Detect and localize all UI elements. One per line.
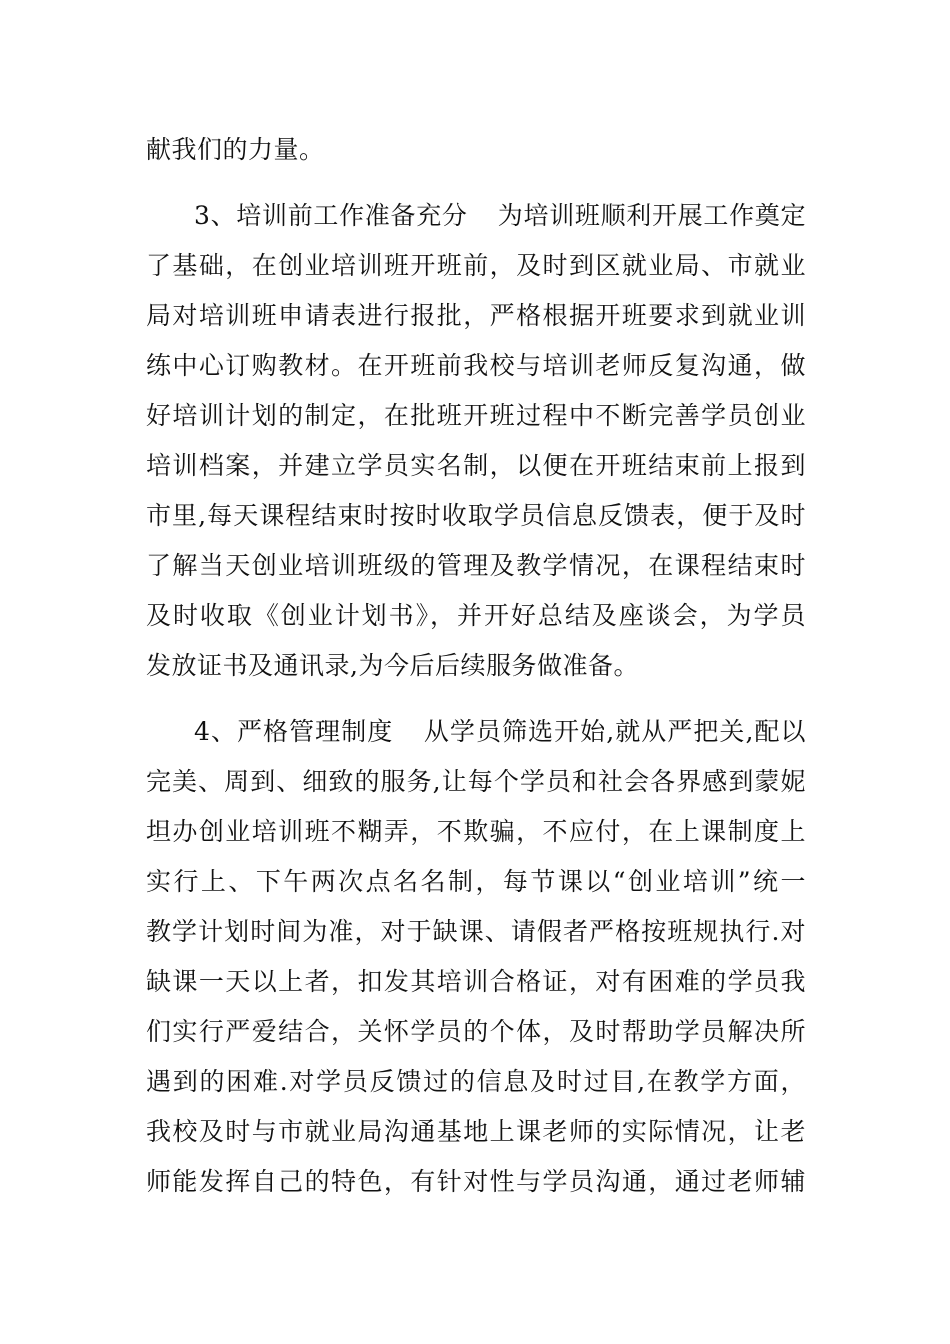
section-3-first-line bbox=[194, 196, 806, 236]
paragraph-line: 们实行严爱结合，关怀学员的个体，及时帮助学员解决所 bbox=[146, 1017, 806, 1046]
section-3-lead: 为培训班顺利开展工作奠定 bbox=[497, 201, 806, 230]
paragraph-line: 了基础，在创业培训班开班前，及时到区就业局、市就业 bbox=[146, 251, 806, 280]
paragraph-line: 市里,每天课程结束时按时收取学员信息反馈表，便于及时 bbox=[146, 501, 806, 530]
paragraph-line: 发放证书及通讯录,为今后后续服务做准备。 bbox=[146, 651, 639, 680]
paragraph-line: 局对培训班申请表进行报批，严格根据开班要求到就业训 bbox=[146, 301, 806, 330]
paragraph-line: 教学计划时间为准，对于缺课、请假者严格按班规执行.对 bbox=[146, 917, 806, 946]
paragraph-line: 培训档案，并建立学员实名制，以便在开班结束前上报到 bbox=[146, 451, 806, 480]
paragraph-line: 坦办创业培训班不糊弄，不欺骗，不应付，在上课制度上 bbox=[146, 817, 806, 846]
section-4-heading: 4、严格管理制度 bbox=[194, 717, 394, 746]
paragraph-line: 完美、周到、细致的服务,让每个学员和社会各界感到蒙妮 bbox=[146, 767, 806, 796]
paragraph-line: 遇到的困难.对学员反馈过的信息及时过目,在教学方面， bbox=[146, 1067, 806, 1096]
section-4-lead: 从学员筛选开始,就从严把关,配以 bbox=[423, 717, 806, 746]
paragraph-line: 献我们的力量。 bbox=[146, 135, 325, 164]
paragraph-line: 缺课一天以上者，扣发其培训合格证，对有困难的学员我 bbox=[146, 967, 806, 996]
paragraph-line: 好培训计划的制定，在批班开班过程中不断完善学员创业 bbox=[146, 401, 806, 430]
paragraph-line: 我校及时与市就业局沟通基地上课老师的实际情况，让老 bbox=[146, 1117, 806, 1146]
section-4-first-line bbox=[194, 712, 806, 752]
section-3-heading: 3、培训前工作准备充分 bbox=[194, 201, 468, 230]
paragraph-line: 实行上、下午两次点名名制，每节课以“创业培训”统一 bbox=[146, 867, 806, 896]
paragraph-line: 练中心订购教材。在开班前我校与培训老师反复沟通，做 bbox=[146, 351, 806, 380]
paragraph-line: 师能发挥自己的特色，有针对性与学员沟通，通过老师辅 bbox=[146, 1167, 806, 1196]
paragraph-line: 及时收取《创业计划书》，并开好总结及座谈会，为学员 bbox=[146, 601, 806, 630]
paragraph-line: 了解当天创业培训班级的管理及教学情况，在课程结束时 bbox=[146, 551, 806, 580]
